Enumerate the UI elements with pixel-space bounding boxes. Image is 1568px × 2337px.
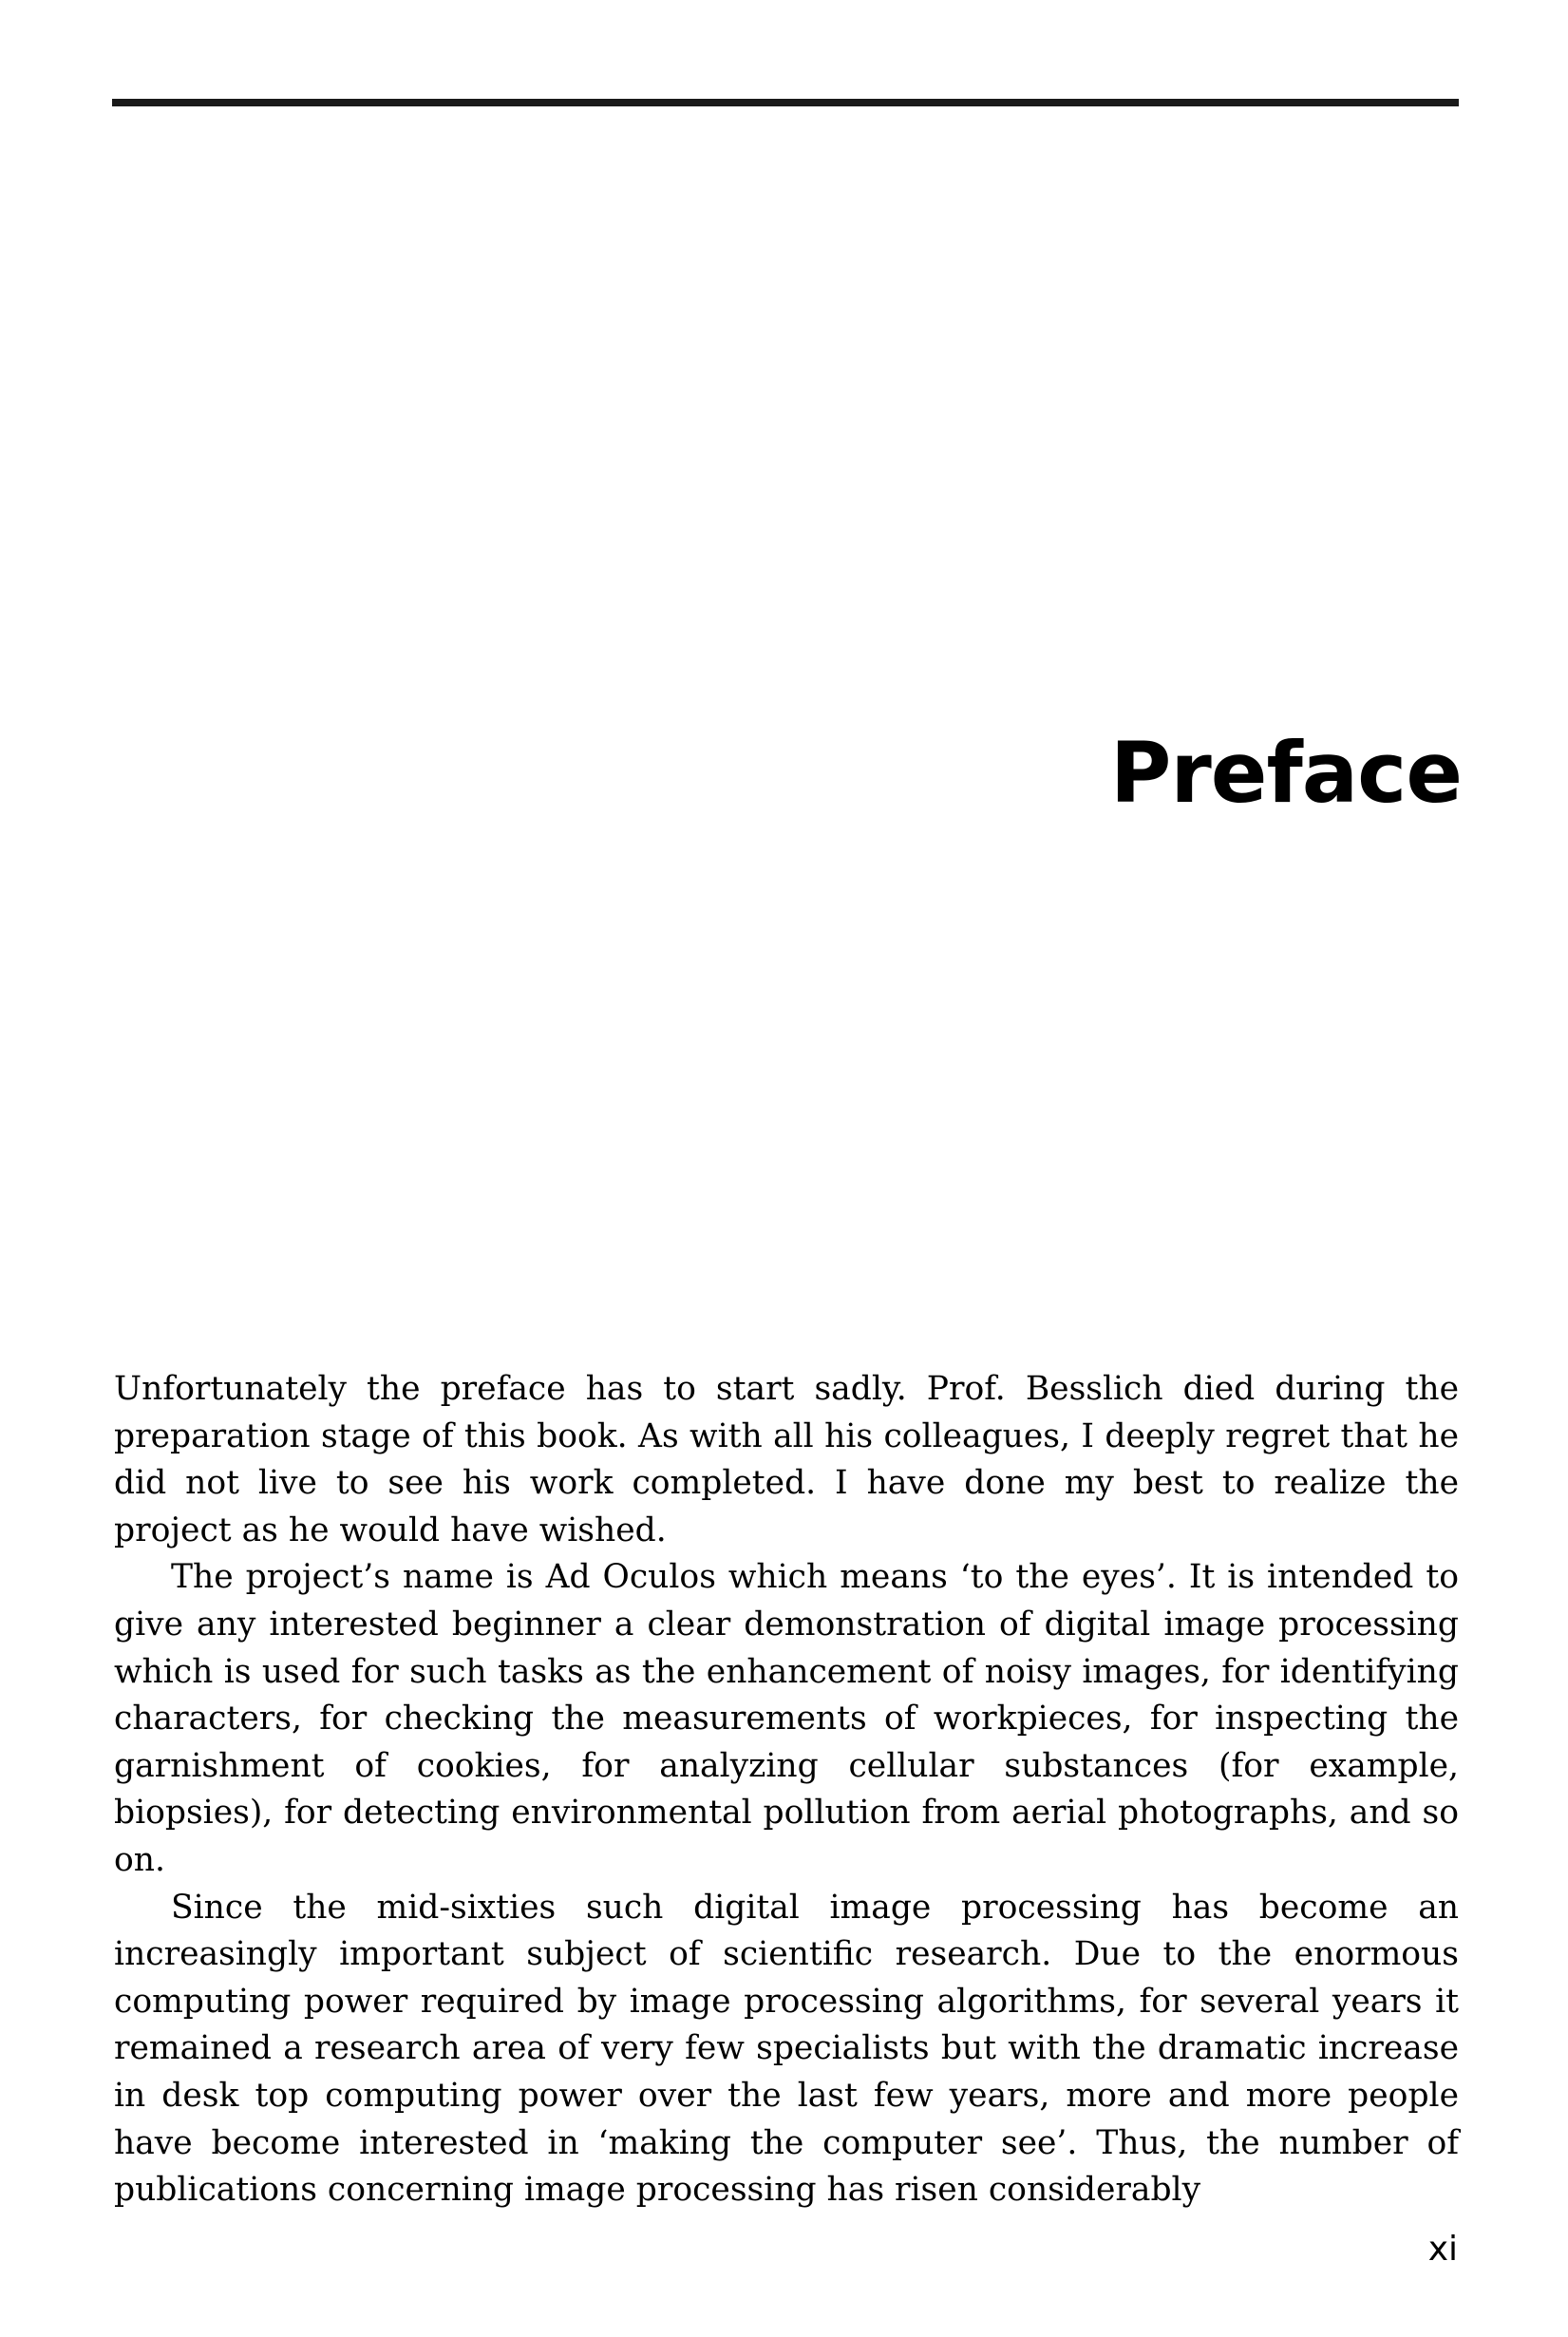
paragraph-2: The project’s name is Ad Oculos which means ‘to the eyes’. It is intended to give any interested beginner a clear demonstration of digital image processing which is used for such tasks as the enhancement of noisy images, for identifying characters, for checking the measurements of workpieces, for inspecting the garnishment of cookies, for analyzing cellular substances (for example, biopsies), for detecting environmental pollution from aerial photographs, and so on. — [114, 1558, 1459, 1879]
body-text — [114, 1366, 1459, 2214]
top-rule — [112, 99, 1459, 106]
paragraph-3: Since the mid-sixties such digital image processing has become an increasingly important subject of scientific research. Due to the enormous computing power required by image processing algorithms, for several years it remained a research area of very few specialists but with the dramatic increase in desk top computing power over the last few years, more and more people have become interested in ‘making the computer see’. Thus, the number of publications concerning image processing has risen considerably — [114, 1888, 1459, 2210]
paragraph-1: Unfortunately the preface has to start sadly. Prof. Besslich died during the preparation stage of this book. As with all his colleagues, I deeply regret that he did not live to see his work completed. I have done my best to realize the project as he would have wished. — [114, 1370, 1459, 1549]
page-title: Preface — [1109, 724, 1462, 822]
page-number: xi — [1427, 2230, 1458, 2269]
